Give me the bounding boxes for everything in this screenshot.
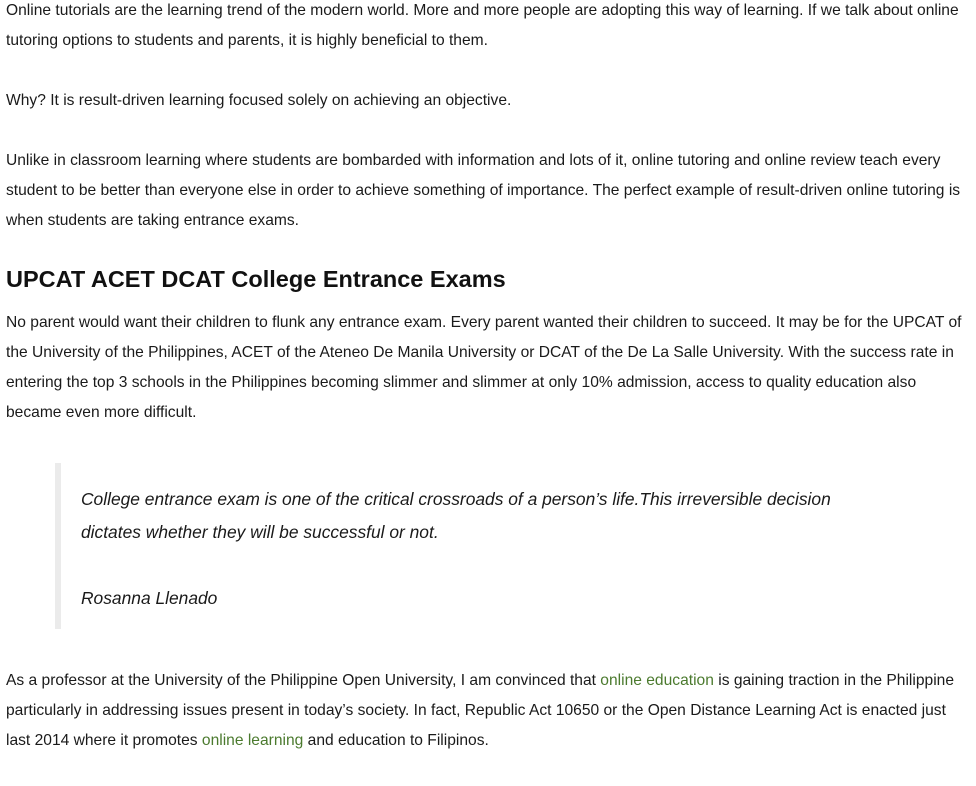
article-body: [6, 0, 968, 786]
intro-paragraph: Online tutorials are the learning trend of the modern world. More and more people are adopting this way of learning. If we talk about online tutoring options to students and parents, it is highly beneficial to them.: [6, 2, 959, 49]
why-paragraph: Why? It is result-driven learning focused solely on achieving an objective.: [6, 92, 512, 109]
closing-text-3: and education to Filipinos.: [303, 732, 489, 749]
section-paragraph: No parent would want their children to flunk any entrance exam. Every parent wanted their children to succeed. It may be for the UPCAT of the University of the Philippines, ACET of the Ateneo De Manila University or DCAT of the De La Salle University. With the success rate in entering the top 3 schools in the Philippines becoming slimmer and slimmer at only 10% admission, access to quality education also became even more difficult.: [6, 314, 962, 421]
closing-text-2: is gaining traction in the Philippine particularly in addressing issues present in today’s society. In fact, Republic Act 10650 or the Open Distance Learning Act is enacted just last 2014 where it promotes: [6, 672, 955, 749]
closing-paragraph: [6, 666, 968, 756]
quote-text: College entrance exam is one of the critical crossroads of a person’s life.This irreversible decision dictates whether they will be successful or not.: [81, 489, 831, 542]
quote-author: Rosanna Llenado: [81, 588, 218, 608]
section-heading: UPCAT ACET DCAT College Entrance Exams: [6, 266, 506, 292]
closing-text-1: As a professor at the University of the Philippine Open University, I am convinced that: [6, 672, 601, 689]
unlike-paragraph: Unlike in classroom learning where students are bombarded with information and lots of it, online tutoring and online review teach every student to be better than everyone else in order to achieve something of importance. The perfect example of result-driven online tutoring is when students are taking entrance exams.: [6, 152, 961, 229]
online-education-link[interactable]: online education: [600, 672, 714, 689]
online-learning-link[interactable]: online learning: [201, 732, 304, 749]
blockquote: [55, 463, 907, 629]
